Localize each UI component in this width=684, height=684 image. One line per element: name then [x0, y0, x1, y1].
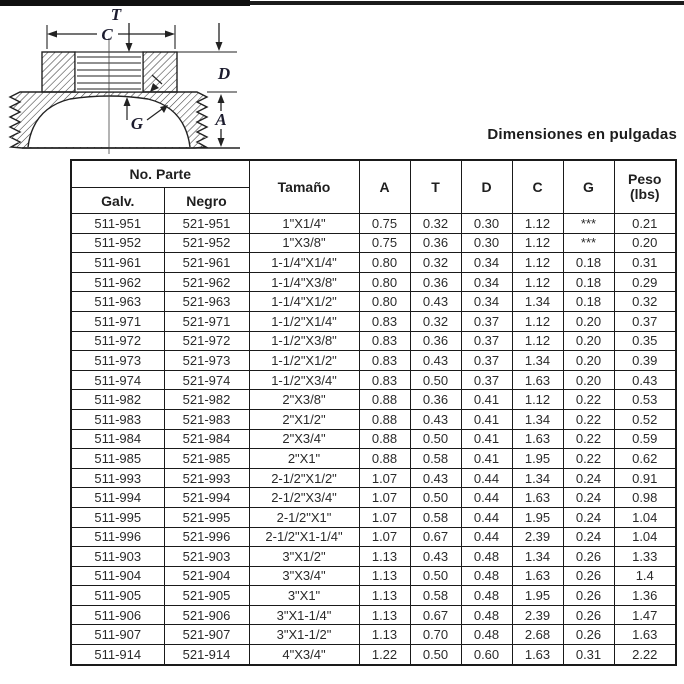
dim-a-cell: 0.83 [359, 351, 410, 371]
dim-A [214, 94, 226, 147]
table-row [71, 625, 676, 645]
dim-t-cell: 0.43 [410, 547, 461, 567]
dim-c-cell: 1.12 [512, 390, 563, 410]
dim-label-g: G [130, 114, 144, 133]
weight-cell: 0.62 [614, 449, 676, 469]
dim-label-t: T [110, 8, 122, 24]
dim-g-cell: 0.18 [563, 253, 614, 273]
dim-a-cell: 1.22 [359, 645, 410, 665]
dim-d-cell: 0.48 [461, 566, 512, 586]
weight-cell: 1.04 [614, 527, 676, 547]
negro-part-cell: 521-952 [164, 233, 249, 253]
dim-c-cell: 2.68 [512, 625, 563, 645]
negro-part-cell: 521-914 [164, 645, 249, 665]
table-row [71, 449, 676, 469]
fitting-cross-section-diagram [0, 8, 250, 158]
dim-c-cell: 1.12 [512, 331, 563, 351]
dim-c-cell: 2.39 [512, 527, 563, 547]
dim-c-cell: 1.12 [512, 214, 563, 234]
dim-label-d: D [217, 64, 231, 83]
dim-a-cell: 1.13 [359, 625, 410, 645]
dim-a-cell: 0.75 [359, 214, 410, 234]
dim-t-cell: 0.32 [410, 214, 461, 234]
table-row [71, 214, 676, 234]
galv-part-cell: 511-971 [71, 311, 164, 331]
size-cell: 4"X3/4" [249, 645, 359, 665]
dim-d-cell: 0.48 [461, 625, 512, 645]
negro-part-cell: 521-905 [164, 586, 249, 606]
weight-cell: 2.22 [614, 645, 676, 665]
dim-t-cell: 0.32 [410, 253, 461, 273]
dim-t-cell: 0.43 [410, 292, 461, 312]
table-row [71, 409, 676, 429]
size-cell: 1-1/2"X1/4" [249, 311, 359, 331]
dim-d-cell: 0.44 [461, 507, 512, 527]
dim-c-cell: 1.12 [512, 233, 563, 253]
dim-g-cell: 0.22 [563, 429, 614, 449]
size-cell: 2"X3/8" [249, 390, 359, 410]
dim-a-cell: 0.80 [359, 272, 410, 292]
weight-cell: 0.91 [614, 468, 676, 488]
size-cell: 2-1/2"X1" [249, 507, 359, 527]
size-cell: 1"X1/4" [249, 214, 359, 234]
upper-wall-right [143, 52, 177, 92]
dim-d-cell: 0.34 [461, 292, 512, 312]
size-cell: 1-1/4"X1/4" [249, 253, 359, 273]
dim-t-cell: 0.36 [410, 390, 461, 410]
top-rule-left [0, 0, 250, 6]
dim-c-cell: 2.39 [512, 605, 563, 625]
dim-a-cell: 1.07 [359, 488, 410, 508]
dim-a-cell: 0.88 [359, 449, 410, 469]
dim-c-cell: 1.95 [512, 586, 563, 606]
header-dim-a: A [359, 160, 410, 214]
negro-part-cell: 521-961 [164, 253, 249, 273]
upper-wall-left [42, 52, 75, 92]
weight-cell: 0.31 [614, 253, 676, 273]
dim-a-cell: 1.07 [359, 507, 410, 527]
negro-part-cell: 521-963 [164, 292, 249, 312]
negro-part-cell: 521-951 [164, 214, 249, 234]
dim-c-cell: 1.63 [512, 566, 563, 586]
dim-a-cell: 0.80 [359, 253, 410, 273]
dim-t-cell: 0.32 [410, 311, 461, 331]
dim-t-cell: 0.50 [410, 429, 461, 449]
dim-g-cell: 0.18 [563, 272, 614, 292]
table-row [71, 272, 676, 292]
header-part-group: No. Parte [71, 160, 249, 188]
dim-c-cell: 1.34 [512, 409, 563, 429]
dim-g-cell: 0.18 [563, 292, 614, 312]
galv-part-cell: 511-993 [71, 468, 164, 488]
dim-a-cell: 0.83 [359, 311, 410, 331]
top-rule-right [250, 1, 684, 5]
dim-g-cell: *** [563, 214, 614, 234]
galv-part-cell: 511-983 [71, 409, 164, 429]
table-header [71, 160, 676, 214]
dim-d-cell: 0.37 [461, 311, 512, 331]
galv-part-cell: 511-907 [71, 625, 164, 645]
table-row [71, 429, 676, 449]
dim-t-cell: 0.70 [410, 625, 461, 645]
dim-c-cell: 1.34 [512, 351, 563, 371]
dim-t-cell: 0.36 [410, 331, 461, 351]
table-row [71, 233, 676, 253]
table-row [71, 566, 676, 586]
weight-cell: 0.32 [614, 292, 676, 312]
dim-c-cell: 1.63 [512, 429, 563, 449]
header-dim-d: D [461, 160, 512, 214]
dim-a-cell: 0.83 [359, 331, 410, 351]
dim-g-cell: 0.20 [563, 370, 614, 390]
weight-cell: 1.4 [614, 566, 676, 586]
galv-part-cell: 511-984 [71, 429, 164, 449]
table-row [71, 507, 676, 527]
negro-part-cell: 521-985 [164, 449, 249, 469]
negro-part-cell: 521-906 [164, 605, 249, 625]
dim-c-cell: 1.12 [512, 311, 563, 331]
dim-T [111, 8, 133, 52]
header-size: Tamaño [249, 160, 359, 214]
dim-d-cell: 0.41 [461, 429, 512, 449]
dim-d-cell: 0.48 [461, 547, 512, 567]
dim-d-cell: 0.34 [461, 272, 512, 292]
table-row [71, 645, 676, 665]
size-cell: 3"X3/4" [249, 566, 359, 586]
galv-part-cell: 511-982 [71, 390, 164, 410]
size-cell: 1-1/2"X3/8" [249, 331, 359, 351]
galv-part-cell: 511-952 [71, 233, 164, 253]
table-row [71, 488, 676, 508]
parts-dimension-table [70, 159, 677, 666]
header-dim-g: G [563, 160, 614, 214]
dim-t-cell: 0.50 [410, 566, 461, 586]
dim-a-cell: 1.13 [359, 547, 410, 567]
size-cell: 3"X1-1/4" [249, 605, 359, 625]
negro-part-cell: 521-984 [164, 429, 249, 449]
galv-part-cell: 511-974 [71, 370, 164, 390]
weight-cell: 0.29 [614, 272, 676, 292]
galv-part-cell: 511-914 [71, 645, 164, 665]
size-cell: 2"X1/2" [249, 409, 359, 429]
negro-part-cell: 521-973 [164, 351, 249, 371]
dim-t-cell: 0.67 [410, 527, 461, 547]
dim-a-cell: 0.75 [359, 233, 410, 253]
dim-g-cell: 0.22 [563, 449, 614, 469]
dim-d-cell: 0.48 [461, 605, 512, 625]
galv-part-cell: 511-904 [71, 566, 164, 586]
dim-t-cell: 0.50 [410, 645, 461, 665]
dim-c-cell: 1.12 [512, 253, 563, 273]
weight-cell: 0.37 [614, 311, 676, 331]
size-cell: 2-1/2"X1-1/4" [249, 527, 359, 547]
galv-part-cell: 511-906 [71, 605, 164, 625]
dim-a-cell: 1.13 [359, 605, 410, 625]
dim-c-cell: 1.34 [512, 547, 563, 567]
weight-cell: 0.21 [614, 214, 676, 234]
galv-part-cell: 511-962 [71, 272, 164, 292]
dim-g-cell: 0.22 [563, 409, 614, 429]
dim-t-cell: 0.43 [410, 468, 461, 488]
negro-part-cell: 521-904 [164, 566, 249, 586]
weight-cell: 0.35 [614, 331, 676, 351]
size-cell: 3"X1/2" [249, 547, 359, 567]
dim-t-cell: 0.50 [410, 488, 461, 508]
dim-t-cell: 0.36 [410, 272, 461, 292]
dim-g-cell: 0.24 [563, 527, 614, 547]
header-weight-line2: (lbs) [629, 186, 660, 202]
dim-d-cell: 0.30 [461, 233, 512, 253]
weight-cell: 0.39 [614, 351, 676, 371]
dim-d-cell: 0.41 [461, 449, 512, 469]
size-cell: 2"X1" [249, 449, 359, 469]
negro-part-cell: 521-996 [164, 527, 249, 547]
weight-cell: 0.43 [614, 370, 676, 390]
dim-c-cell: 1.95 [512, 507, 563, 527]
negro-part-cell: 521-983 [164, 409, 249, 429]
dim-d-cell: 0.37 [461, 370, 512, 390]
negro-part-cell: 521-982 [164, 390, 249, 410]
dim-t-cell: 0.58 [410, 449, 461, 469]
dim-a-cell: 1.13 [359, 586, 410, 606]
negro-part-cell: 521-974 [164, 370, 249, 390]
weight-cell: 0.59 [614, 429, 676, 449]
dim-a-cell: 1.13 [359, 566, 410, 586]
header-galv: Galv. [71, 188, 164, 214]
header-weight [614, 160, 676, 214]
weight-cell: 0.20 [614, 233, 676, 253]
header-weight-line1: Peso [628, 171, 662, 187]
table-row [71, 468, 676, 488]
dim-a-cell: 0.80 [359, 292, 410, 312]
dim-g-cell: 0.26 [563, 625, 614, 645]
dim-t-cell: 0.43 [410, 409, 461, 429]
dim-g-cell: 0.20 [563, 351, 614, 371]
dim-a-cell: 0.88 [359, 429, 410, 449]
dim-label-c: C [101, 25, 113, 44]
dim-a-cell: 0.88 [359, 409, 410, 429]
table-row [71, 370, 676, 390]
size-cell: 1"X3/8" [249, 233, 359, 253]
negro-part-cell: 521-995 [164, 507, 249, 527]
dim-t-cell: 0.36 [410, 233, 461, 253]
negro-part-cell: 521-971 [164, 311, 249, 331]
table-row [71, 292, 676, 312]
dim-g-cell: 0.26 [563, 566, 614, 586]
dim-g-cell: 0.26 [563, 586, 614, 606]
dim-t-cell: 0.58 [410, 507, 461, 527]
size-cell: 1-1/4"X3/8" [249, 272, 359, 292]
dim-d-cell: 0.30 [461, 214, 512, 234]
dim-g-cell: 0.26 [563, 605, 614, 625]
dim-C [47, 25, 175, 49]
dim-g-cell: 0.20 [563, 311, 614, 331]
table-row [71, 527, 676, 547]
size-cell: 2-1/2"X3/4" [249, 488, 359, 508]
dim-g-cell: 0.20 [563, 331, 614, 351]
dim-d-cell: 0.44 [461, 527, 512, 547]
size-cell: 1-1/2"X1/2" [249, 351, 359, 371]
size-cell: 2"X3/4" [249, 429, 359, 449]
negro-part-cell: 521-907 [164, 625, 249, 645]
dim-a-cell: 0.88 [359, 390, 410, 410]
dim-d-cell: 0.37 [461, 351, 512, 371]
dim-t-cell: 0.58 [410, 586, 461, 606]
dim-c-cell: 1.63 [512, 370, 563, 390]
dim-d-cell: 0.44 [461, 468, 512, 488]
parts-table-body [71, 214, 676, 665]
table-row [71, 390, 676, 410]
size-cell: 2-1/2"X1/2" [249, 468, 359, 488]
dim-c-cell: 1.34 [512, 468, 563, 488]
table-row [71, 311, 676, 331]
table-row [71, 351, 676, 371]
size-cell: 1-1/4"X1/2" [249, 292, 359, 312]
dim-c-cell: 1.95 [512, 449, 563, 469]
dim-d-cell: 0.41 [461, 390, 512, 410]
table-row [71, 331, 676, 351]
dim-d-cell: 0.41 [461, 409, 512, 429]
galv-part-cell: 511-972 [71, 331, 164, 351]
negro-part-cell: 521-962 [164, 272, 249, 292]
header-dim-t: T [410, 160, 461, 214]
galv-part-cell: 511-903 [71, 547, 164, 567]
negro-part-cell: 521-972 [164, 331, 249, 351]
galv-part-cell: 511-951 [71, 214, 164, 234]
table-row [71, 586, 676, 606]
weight-cell: 0.52 [614, 409, 676, 429]
size-cell: 3"X1-1/2" [249, 625, 359, 645]
galv-part-cell: 511-985 [71, 449, 164, 469]
dim-d-cell: 0.37 [461, 331, 512, 351]
galv-part-cell: 511-973 [71, 351, 164, 371]
dim-c-cell: 1.34 [512, 292, 563, 312]
dim-label-a: A [215, 110, 227, 129]
size-cell: 1-1/2"X3/4" [249, 370, 359, 390]
dim-g-cell: 0.31 [563, 645, 614, 665]
dim-d-cell: 0.60 [461, 645, 512, 665]
dim-g-cell: 0.22 [563, 390, 614, 410]
dim-c-cell: 1.63 [512, 488, 563, 508]
dim-a-cell: 0.83 [359, 370, 410, 390]
table-row [71, 547, 676, 567]
weight-cell: 1.36 [614, 586, 676, 606]
dim-d-cell: 0.34 [461, 253, 512, 273]
table-row [71, 253, 676, 273]
weight-cell: 0.53 [614, 390, 676, 410]
dim-a-cell: 1.07 [359, 468, 410, 488]
dim-t-cell: 0.43 [410, 351, 461, 371]
negro-part-cell: 521-994 [164, 488, 249, 508]
dim-g-cell: 0.24 [563, 468, 614, 488]
table-row [71, 605, 676, 625]
dim-g-cell: 0.24 [563, 488, 614, 508]
galv-part-cell: 511-996 [71, 527, 164, 547]
header-negro: Negro [164, 188, 249, 214]
galv-part-cell: 511-905 [71, 586, 164, 606]
negro-part-cell: 521-903 [164, 547, 249, 567]
galv-part-cell: 511-963 [71, 292, 164, 312]
dim-d-cell: 0.44 [461, 488, 512, 508]
header-dim-c: C [512, 160, 563, 214]
dim-a-cell: 1.07 [359, 527, 410, 547]
galv-part-cell: 511-961 [71, 253, 164, 273]
dim-g-cell: 0.24 [563, 507, 614, 527]
galv-part-cell: 511-995 [71, 507, 164, 527]
dim-c-cell: 1.12 [512, 272, 563, 292]
weight-cell: 0.98 [614, 488, 676, 508]
weight-cell: 1.47 [614, 605, 676, 625]
weight-cell: 1.63 [614, 625, 676, 645]
weight-cell: 1.33 [614, 547, 676, 567]
dim-d-cell: 0.48 [461, 586, 512, 606]
galv-part-cell: 511-994 [71, 488, 164, 508]
dim-t-cell: 0.50 [410, 370, 461, 390]
units-caption: Dimensiones en pulgadas [487, 126, 677, 143]
dim-g-cell: *** [563, 233, 614, 253]
dim-g-cell: 0.26 [563, 547, 614, 567]
dim-t-cell: 0.67 [410, 605, 461, 625]
dim-c-cell: 1.63 [512, 645, 563, 665]
negro-part-cell: 521-993 [164, 468, 249, 488]
weight-cell: 1.04 [614, 507, 676, 527]
size-cell: 3"X1" [249, 586, 359, 606]
